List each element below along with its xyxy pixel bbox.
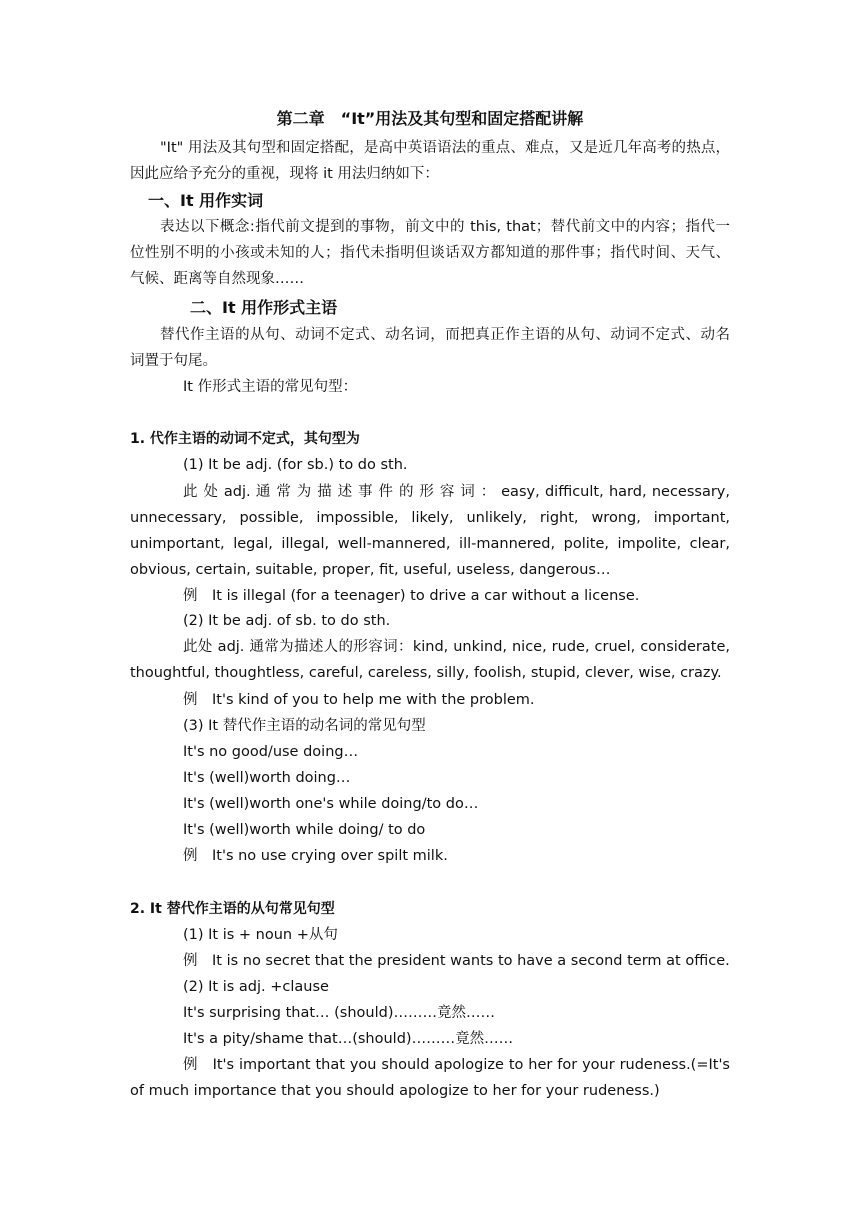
section2-line-1: 替代作主语的从句、动词不定式、动名词，而把真正作主语的从句、动词不定式、动名: [160, 327, 730, 343]
section1-heading: 一、It 用作实词: [148, 191, 264, 210]
part1-desc-1: 此 处 adj. 通 常 为 描 述 事 件 的 形 容 词 ： easy, difficult, hard, necessary,: [183, 484, 730, 500]
part1-example-3: 例 It's no use crying over spilt milk.: [183, 848, 448, 864]
part2-example-line-1: 例 It's important that you should apologize to her for your rudeness.(=It's: [183, 1057, 730, 1073]
part1-pattern-2: (2) It be adj. of sb. to do sth.: [183, 613, 391, 629]
part1-desc-3: unimportant, legal, illegal, well-mannered, ill-mannered, polite, impolite, clear,: [130, 536, 730, 552]
part2-line-1: It's surprising that… (should)………竟然……: [183, 1005, 496, 1021]
part1-gerund-line-1: It's no good/use doing…: [183, 744, 359, 760]
part1-pattern-1: (1) It be adj. (for sb.) to do sth.: [183, 457, 408, 473]
part1-desc2-1: 此处 adj. 通常为描述人的形容词：kind, unkind, nice, rude, cruel, considerate,: [183, 639, 730, 655]
part1-desc2-2: thoughtful, thoughtless, careful, careless, silly, foolish, stupid, clever, wise, crazy.: [130, 665, 722, 681]
part1-example-2: 例 It's kind of you to help me with the problem.: [183, 692, 535, 708]
part2-pattern-2: (2) It is adj. +clause: [183, 979, 329, 995]
patterns-intro: It 作形式主语的常见句型：: [183, 379, 358, 395]
part2-pattern-1: (1) It is + noun +从句: [183, 927, 338, 943]
part2-example-line-2: of much importance that you should apologize to her for your rudeness.): [130, 1083, 660, 1099]
section2-line-2: 词置于句尾。: [130, 353, 217, 369]
section2-heading: 二、It 用作形式主语: [190, 298, 338, 317]
part1-gerund-line-2: It's (well)worth doing…: [183, 770, 351, 786]
part1-desc-2: unnecessary, possible, impossible, likely, unlikely, right, wrong, important,: [130, 510, 730, 526]
part1-desc-4: obvious, certain, suitable, proper, fit, useful, useless, dangerous…: [130, 562, 611, 578]
part2-line-2: It's a pity/shame that…(should)………竟然……: [183, 1031, 514, 1047]
chapter-title: 第二章 “It”用法及其句型和固定搭配讲解: [276, 109, 584, 128]
part1-gerund-line-3: It's (well)worth one's while doing/to do…: [183, 796, 479, 812]
part2-heading: 2. It 替代作主语的从句常见句型: [130, 901, 335, 917]
part1-heading: 1. 代作主语的动词不定式，其句型为: [130, 431, 360, 447]
section1-line-1: 表达以下概念:指代前文提到的事物，前文中的 this, that；替代前文中的内容；指代一: [160, 219, 730, 235]
part1-example-1: 例 It is illegal (for a teenager) to drive a car without a license.: [183, 588, 640, 604]
section1-line-2: 位性别不明的小孩或未知的人；指代未指明但谈话双方都知道的那件事；指代时间、天气、: [130, 245, 730, 261]
section1-line-3: 气候、距离等自然现象……: [130, 271, 304, 287]
part1-pattern-3: (3) It 替代作主语的动名词的常见句型: [183, 718, 426, 734]
part1-gerund-line-4: It's (well)worth while doing/ to do: [183, 822, 426, 838]
intro-line-2: 因此应给予充分的重视，现将 it 用法归纳如下：: [130, 166, 439, 182]
intro-line-1: "It" 用法及其句型和固定搭配，是高中英语语法的重点、难点，又是近几年高考的热点，: [160, 140, 730, 156]
part2-example-1: 例 It is no secret that the president wants to have a second term at office.: [183, 953, 730, 969]
